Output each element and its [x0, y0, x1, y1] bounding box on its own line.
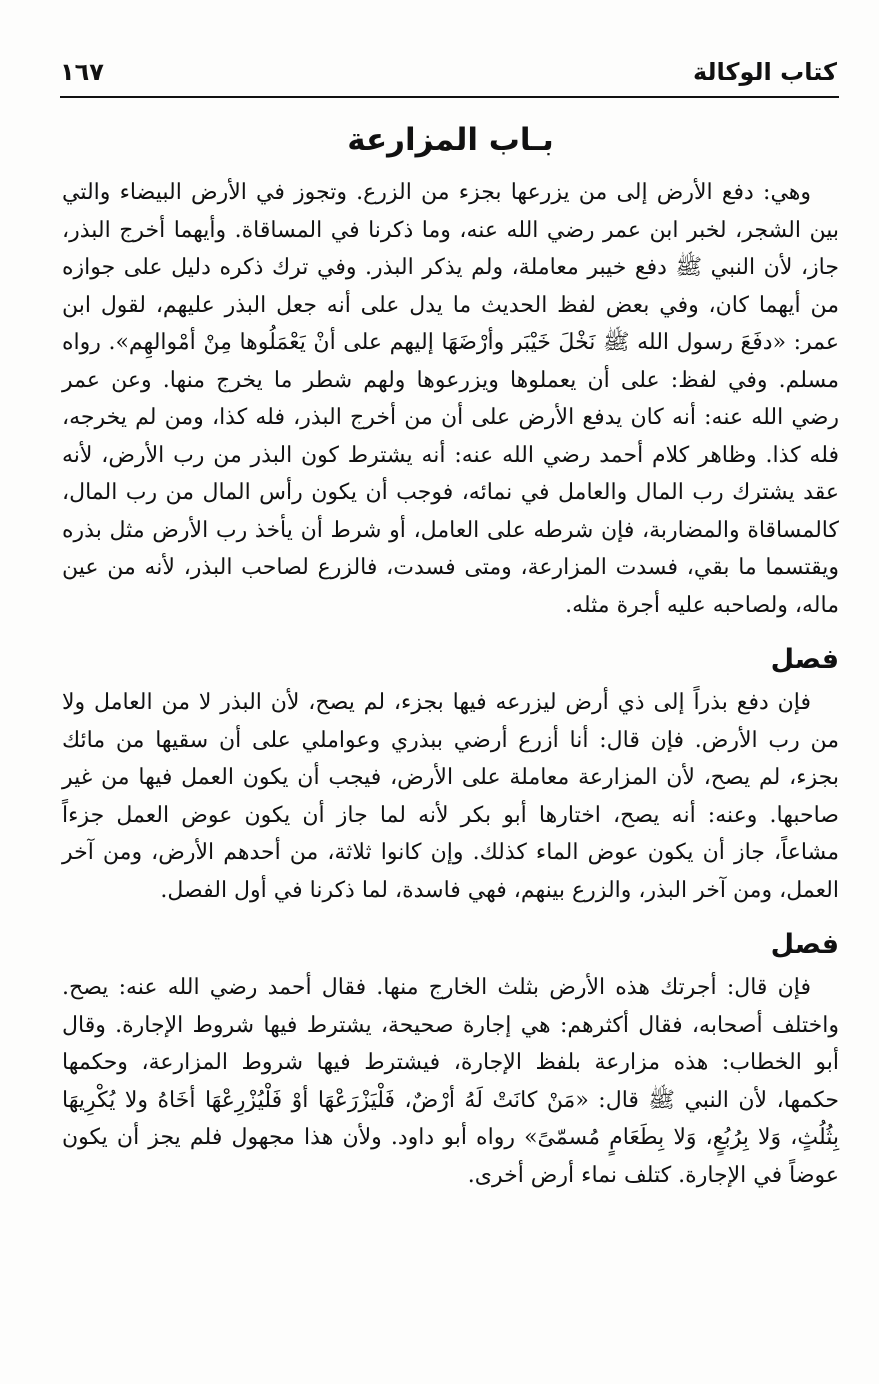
header-rule: [60, 96, 839, 98]
page-number: ١٦٧: [60, 58, 104, 86]
chapter-title: بـاب المزارعة: [347, 122, 554, 158]
section-paragraph: فإن قال: أجرتك هذه الأرض بثلث الخارج منها. فقال أحمد رضي الله عنه: يصح. واختلف أصحابه، فقال أكثرهم: هي إجارة صحيحة، يشترط فيها شروط الإجارة. وقال أبو الخطاب: هذه مزارعة بلفظ الإجارة، فيشترط فيها شروط المزارعة، وحكمها حكمها، لأن النبي ﷺ قال: «مَنْ كانَتْ لَهُ أرْضٌ، فَلْيَزْرَعْهَا أوْ فَلْيُزْرِعْهَا أخَاهُ ولا يُكْرِيهَا بِثُلُثٍ، وَلا بِرُبُعٍ، وَلا بِطَعَامٍ مُسمّىً» رواه أبو داود. ولأن هذا مجهول فلم يجز أن يكون عوضاً في الإجارة. كتلف نماء أرض أخرى.: [62, 975, 839, 1188]
section-heading: فصل: [770, 929, 839, 960]
section-paragraph: فإن دفع بذراً إلى ذي أرض ليزرعه فيها بجزء، لم يصح، لأن البذر لا من العامل ولا من رب الأرض. فإن قال: أنا أزرع أرضي ببذري وعواملي على أن سقيها من مائك بجزء، لم يصح، لأن المزارعة معاملة على الأرض، فيجب أن يكون العمل فيها من غير صاحبها. وعنه: أنه يصح، اختارها أبو بكر لأنه لما جاز أن يكون عوض العمل جزءاً مشاعاً، جاز أن يكون عوض الماء كذلك. وإن كانوا ثلاثة، من أحدهم الأرض، ومن آخر العمل، ومن آخر البذر، والزرع بينهم، فهي فاسدة، لما ذكرنا في أول الفصل.: [62, 690, 839, 903]
page-content: [62, 110, 839, 1194]
section-heading: فصل: [770, 644, 839, 675]
book-title: كتاب الوكالة: [692, 58, 837, 86]
intro-paragraph: وهي: دفع الأرض إلى من يزرعها بجزء من الزرع. وتجوز في الأرض البيضاء والتي بين الشجر، لخبر ابن عمر رضي الله عنه، وما ذكرنا في المساقاة. وأيهما أخرج البذر، جاز، لأن النبي ﷺ دفع خيبر معاملة، ولم يذكر البذر. وفي ترك ذكره دليل على جوازه من أيهما كان، وفي بعض لفظ الحديث ما يدل على أنه جعل البذر عليهم، لقول ابن عمر: «دفَعَ رسول الله ﷺ نَخْلَ خَيْبَر وأرْضَهَا إليهم على أنْ يَعْمَلُوها مِنْ أمْوالهِم». رواه مسلم. وفي لفظ: على أن يعملوها ويزرعوها ولهم شطر ما يخرج منها. وعن عمر رضي الله عنه: أنه كان يدفع الأرض على أن من أخرج البذر، فله كذا، ومن لم يخرجه، فله كذا. وظاهر كلام أحمد رضي الله عنه: أنه يشترط كون البذر من رب الأرض، لأنه عقد يشترك رب المال والعامل في نمائه، فوجب أن يكون رأس المال من رب المال، كالمساقاة والمضاربة، فإن شرطه على العامل، أو شرط أن يأخذ رب الأرض مثل بذره ويقتسما ما بقي، فسدت المزارعة، ومتى فسدت، فالزرع لصاحب البذر، لأنه من عين ماله، ولصاحبه عليه أجرة مثله.: [62, 180, 839, 618]
running-header: [60, 58, 837, 94]
